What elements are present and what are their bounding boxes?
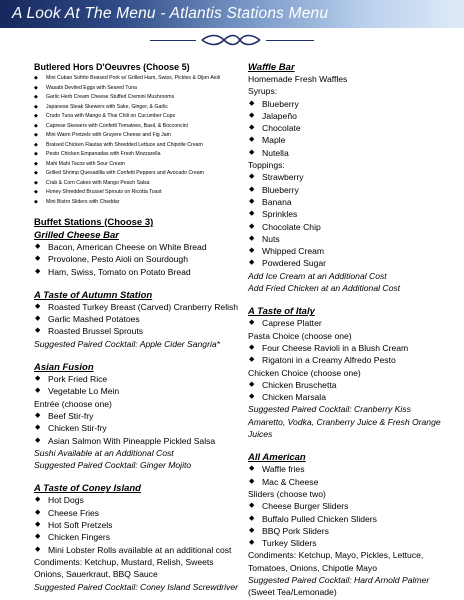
autumn-list	[34, 301, 244, 338]
list-item: ◆ Strawberry	[248, 171, 462, 183]
list-item: ◆ Blueberry	[248, 184, 462, 196]
left-column	[34, 62, 244, 593]
butlered-list	[34, 74, 244, 207]
list-item: ◆ Mini Lobster Rolls available at an additional cost	[34, 544, 244, 556]
coney-cocktail: Suggested Paired Cocktail: Coney Island Screwdriver	[34, 581, 238, 592]
list-item: ◆ Garlic Mashed Potatoes	[34, 313, 244, 325]
list-item: ◆ Braised Chicken Flautas with Shredded Lettuce and Chipotle Cream	[34, 141, 244, 151]
american-condiments: Condiments: Ketchup, Mayo, Pickles, Lettuce, Tomatoes, Onions, Chipotle Mayo	[248, 550, 424, 573]
asian-note: Sushi Available at an Additional Cost	[34, 447, 174, 458]
list-item: ◆ Japanese Steak Skewers with Sake, Ginger, & Garlic	[34, 103, 244, 113]
list-item: ◆ Mini Cuban Sofrito Braised Pork w/ Grilled Ham, Swiss, Pickles & Dijon Aioli	[34, 74, 244, 84]
italy-chicken-list	[248, 379, 462, 404]
american-cocktail-sub: (Sweet Tea/Lemonade)	[248, 587, 337, 598]
coney-condiments: Condiments: Ketchup, Mustard, Relish, Sweets Onions, Sauerkraut, BBQ Sauce	[34, 556, 214, 580]
list-item: ◆ Whipped Cream	[248, 245, 462, 257]
list-item: ◆ Chicken Fingers	[34, 531, 244, 543]
header-banner	[0, 0, 464, 28]
waffle-syrups-list	[248, 98, 462, 159]
american-cocktail: Suggested Paired Cocktail: Hard Arnold Palmer	[248, 574, 430, 585]
list-item: ◆ Pork Fried Rice	[34, 373, 244, 385]
list-item: ◆ Hot Soft Pretzels	[34, 519, 244, 531]
list-item: ◆ Sprinkles	[248, 208, 462, 220]
list-item: ◆ Wasabi Deviled Eggs with Seared Tuna	[34, 84, 244, 94]
list-item: ◆ Nuts	[248, 233, 462, 245]
asian-entree-label: Entrée (choose one)	[34, 398, 112, 409]
grilled-cheese-title: Grilled Cheese Bar	[34, 230, 120, 241]
list-item: ◆ Jalapeño	[248, 110, 462, 122]
list-item: ◆ Hot Dogs	[34, 494, 244, 506]
list-item: ◆ Blueberry	[248, 98, 462, 110]
waffle-line1: Homemade Fresh Waffles	[248, 74, 348, 84]
american-title: All American	[248, 452, 306, 464]
waffle-title: Waffle Bar	[248, 62, 295, 73]
american-sliders-list	[248, 500, 462, 549]
list-item: ◆ Turkey Sliders	[248, 537, 462, 549]
list-item: ◆ Waffle fries	[248, 463, 462, 475]
list-item: ◆ Chocolate	[248, 122, 462, 134]
waffle-note1: Add Ice Cream at an Additional Cost	[248, 270, 387, 281]
list-item: ◆ Mac & Cheese	[248, 476, 462, 488]
italy-list	[248, 317, 462, 329]
list-item: ◆ BBQ Pork Sliders	[248, 525, 462, 537]
butlered-title: Butlered Hors D'Oeuvres (Choose 5)	[34, 62, 190, 72]
list-item: ◆ Bacon, American Cheese on White Bread	[34, 241, 244, 253]
right-column	[248, 62, 462, 599]
list-item: ◆ Asian Salmon With Pineapple Pickled Salsa	[34, 435, 244, 447]
italy-chicken-label: Chicken Choice (choose one)	[248, 367, 361, 378]
list-item: ◆ Cheese Fries	[34, 507, 244, 519]
coney-list	[34, 494, 244, 555]
list-item: ◆ Beef Stir-fry	[34, 410, 244, 422]
list-item: ◆ Crudo Tuna with Mango & Thai Chili on Cucumber Cups	[34, 112, 244, 122]
coney-title: A Taste of Coney Island	[34, 483, 141, 495]
italy-pasta-label: Pasta Choice (choose one)	[248, 330, 352, 341]
asian-list	[34, 373, 244, 398]
list-item: ◆ Roasted Turkey Breast (Carved) Cranberry Relish	[34, 301, 244, 313]
asian-cocktail: Suggested Paired Cocktail: Ginger Mojito	[34, 460, 192, 471]
list-item: ◆ Caprese Platter	[248, 317, 462, 329]
autumn-title: A Taste of Autumn Station	[34, 289, 153, 301]
list-item: ◆ Mini Warm Pretzels with Gruyere Cheese and Fig Jam	[34, 131, 244, 141]
list-item: ◆ Mahi Mahi Tacos with Sour Cream	[34, 160, 244, 170]
list-item: ◆ Four Cheese Ravioli in a Blush Cream	[248, 342, 462, 354]
waffle-toppings-list	[248, 171, 462, 269]
asian-entree-list	[34, 410, 244, 447]
list-item: ◆ Banana	[248, 196, 462, 208]
list-item: ◆ Mini Bistro Sliders with Cheddar	[34, 198, 244, 208]
scroll-ornament-icon	[196, 33, 266, 47]
list-item: ◆ Rigatoni in a Creamy Alfredo Pesto	[248, 354, 462, 366]
list-item: ◆ Chicken Stir-fry	[34, 422, 244, 434]
list-item: ◆ Ham, Swiss, Tomato on Potato Bread	[34, 266, 244, 278]
italy-cocktail: Suggested Paired Cocktail: Cranberry Kiss Amaretto, Vodka, Cranberry Juice & Fresh Orange Juices	[248, 404, 441, 440]
grilled-cheese-list	[34, 241, 244, 278]
asian-title: Asian Fusion	[34, 362, 94, 374]
list-item: ◆ Chicken Bruschetta	[248, 379, 462, 391]
page-title: A Look At The Menu - Atlantis Stations Menu	[12, 5, 329, 22]
list-item: ◆ Provolone, Pesto Aioli on Sourdough	[34, 253, 244, 265]
waffle-note2: Add Fried Chicken at an Additional Cost	[248, 283, 401, 294]
waffle-toppings-label: Toppings:	[248, 160, 285, 171]
buffet-title: Buffet Stations (Choose 3)	[34, 217, 154, 228]
list-item: ◆ Caprese Skewers with Confetti Tomatoes, Basil, & Bocconcini	[34, 122, 244, 132]
italy-title: A Taste of Italy	[248, 306, 315, 318]
waffle-syrups-label: Syrups:	[248, 86, 278, 97]
list-item: ◆ Chicken Marsala	[248, 391, 462, 403]
list-item: ◆ Vegetable Lo Mein	[34, 385, 244, 397]
list-item: ◆ Garlic Herb Cream Cheese Stuffed Cremini Mushrooms	[34, 93, 244, 103]
american-sliders-label: Sliders (choose two)	[248, 488, 326, 499]
autumn-cocktail: Suggested Paired Cocktail: Apple Cider Sangria*	[34, 338, 220, 349]
list-item: ◆ Chocolate Chip	[248, 221, 462, 233]
list-item: ◆ Nutella	[248, 147, 462, 159]
list-item: ◆ Roasted Brussel Sprouts	[34, 325, 244, 337]
list-item: ◆ Buffalo Pulled Chicken Sliders	[248, 513, 462, 525]
list-item: ◆ Honey Shredded Brussel Sprouts on Ricotta Toast	[34, 188, 244, 198]
list-item: ◆ Grilled Shrimp Quesadilla with Confetti Peppers and Avocado Cream	[34, 169, 244, 179]
italy-pasta-list	[248, 342, 462, 367]
list-item: ◆ Maple	[248, 134, 462, 146]
list-item: ◆ Cheese Burger Sliders	[248, 500, 462, 512]
list-item: ◆ Pesto Chicken Empanadas with Fresh Mozzarella	[34, 150, 244, 160]
list-item: ◆ Crab & Corn Cakes with Mango Peach Salsa	[34, 179, 244, 189]
list-item: ◆ Powdered Sugar	[248, 257, 462, 269]
american-list	[248, 463, 462, 488]
